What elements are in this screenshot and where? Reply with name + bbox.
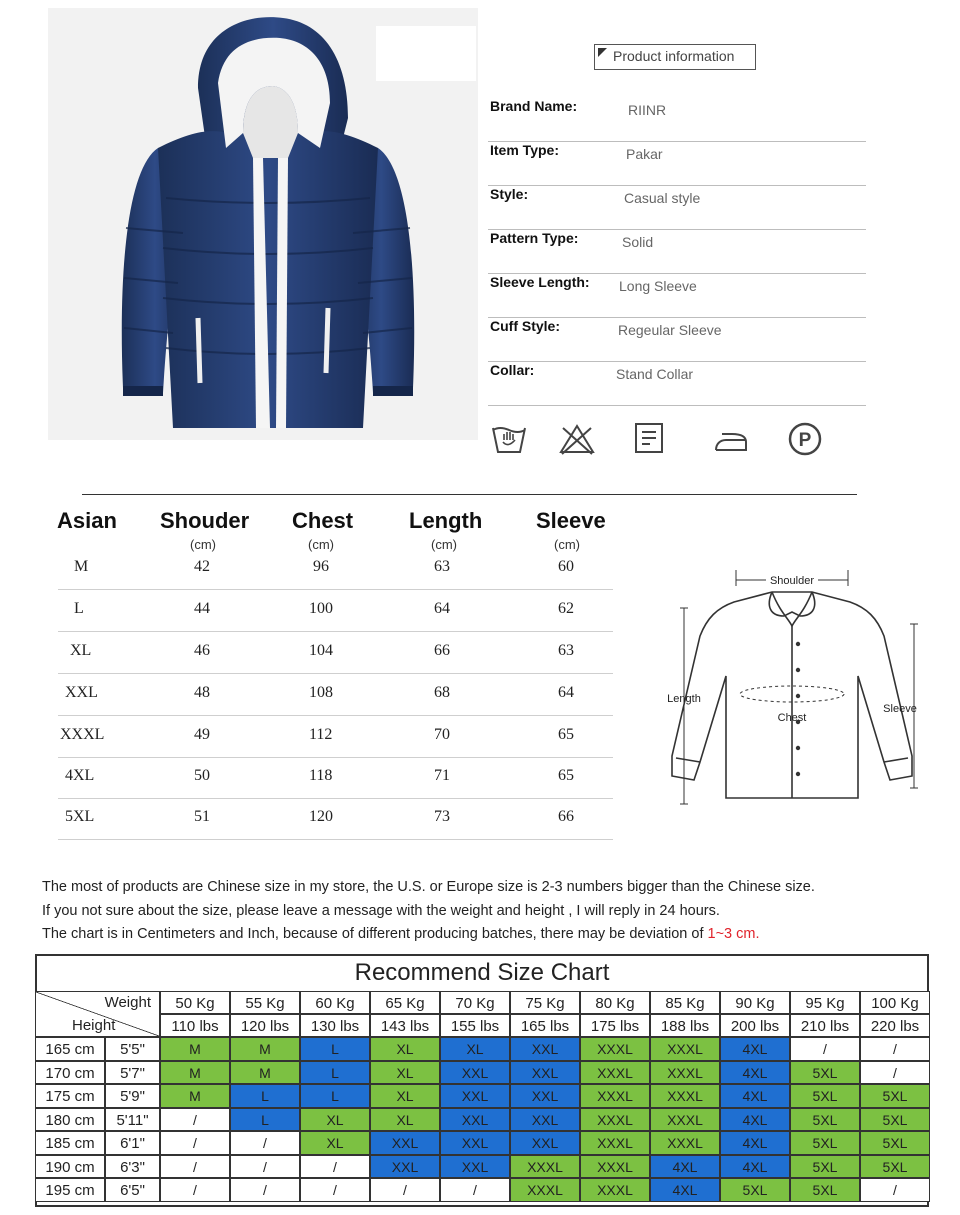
note-line-3-text: The chart is in Centimeters and Inch, because of different producing batches, there may be deviation of: [42, 926, 708, 942]
info-row-brand: [488, 98, 866, 142]
size-cell: L: [230, 1084, 300, 1108]
weight-kg-header: 85 Kg: [650, 991, 720, 1014]
shoulder-cell: 44: [194, 600, 210, 617]
chest-cell: 96: [313, 558, 329, 575]
info-value: Solid: [622, 234, 654, 250]
height-ft-cell: 6'1": [105, 1131, 160, 1155]
unit-label: (cm): [554, 537, 580, 552]
size-cell: M: [74, 558, 89, 575]
size-cell: /: [370, 1178, 440, 1202]
size-cell: XXL: [370, 1155, 440, 1179]
length-cell: 73: [434, 808, 450, 825]
size-cell: /: [440, 1178, 510, 1202]
chest-cell: 100: [309, 600, 333, 617]
shoulder-label: Shoulder: [769, 575, 815, 587]
size-cell: XXXL: [580, 1131, 650, 1155]
size-cell: 4XL: [720, 1131, 790, 1155]
size-cell: /: [160, 1131, 230, 1155]
weight-lbs-header: 210 lbs: [790, 1014, 860, 1037]
shoulder-cell: 42: [194, 558, 210, 575]
size-cell: XL: [370, 1037, 440, 1061]
chest-label: Chest: [777, 712, 807, 724]
section-divider: [82, 494, 857, 495]
size-cell: 4XL: [720, 1084, 790, 1108]
size-cell: /: [160, 1108, 230, 1132]
size-cell: /: [300, 1178, 370, 1202]
size-cell: /: [230, 1178, 300, 1202]
weight-lbs-header: 120 lbs: [230, 1014, 300, 1037]
size-cell: XL: [440, 1037, 510, 1061]
weight-kg-header: 70 Kg: [440, 991, 510, 1014]
size-cell: M: [160, 1084, 230, 1108]
size-cell: XXXL: [580, 1061, 650, 1085]
info-row-style: [488, 186, 866, 230]
size-cell: XXL: [370, 1131, 440, 1155]
length-cell: 66: [434, 642, 450, 659]
size-cell: 4XL: [650, 1178, 720, 1202]
info-value: Stand Collar: [616, 366, 694, 382]
size-cell: 5XL: [790, 1084, 860, 1108]
size-cell: XL: [370, 1061, 440, 1085]
shoulder-cell: 51: [194, 808, 210, 825]
chest-cell: 120: [309, 808, 333, 825]
header-length: Length: [409, 508, 483, 533]
height-cm-cell: 180 cm: [35, 1108, 105, 1132]
header-sleeve: Sleeve: [536, 508, 606, 533]
shoulder-cell: 49: [194, 726, 210, 743]
sleeve-cell: 64: [558, 684, 574, 701]
shoulder-cell: 50: [194, 767, 210, 784]
size-cell: XXXL: [60, 726, 105, 743]
size-cell: 5XL: [860, 1131, 930, 1155]
weight-lbs-header: 220 lbs: [860, 1014, 930, 1037]
size-cell: XXXL: [650, 1084, 720, 1108]
size-cell: M: [160, 1061, 230, 1085]
shoulder-cell: 48: [194, 684, 210, 701]
info-label: Collar:: [490, 362, 535, 378]
length-label: Length: [667, 693, 701, 705]
size-cell: XXL: [510, 1037, 580, 1061]
size-cell: XL: [70, 642, 92, 659]
weight-lbs-header: 200 lbs: [720, 1014, 790, 1037]
size-cell: 4XL: [720, 1061, 790, 1085]
height-ft-cell: 5'9": [105, 1084, 160, 1108]
sleeve-label: Sleeve: [883, 703, 917, 715]
size-cell: 5XL: [790, 1131, 860, 1155]
info-value: Pakar: [626, 146, 663, 162]
iron-icon: [712, 420, 750, 458]
info-value: Casual style: [624, 190, 701, 206]
length-cell: 68: [434, 684, 450, 701]
weight-kg-header: 55 Kg: [230, 991, 300, 1014]
weight-kg-header: 60 Kg: [300, 991, 370, 1014]
size-cell: L: [300, 1037, 370, 1061]
weight-lbs-header: 143 lbs: [370, 1014, 440, 1037]
size-cell: XXL: [440, 1155, 510, 1179]
info-row-item-type: [488, 142, 866, 186]
measurement-row: [58, 757, 613, 799]
sleeve-cell: 66: [558, 808, 574, 825]
shirt-measurement-diagram: [662, 566, 924, 810]
size-cell: /: [230, 1131, 300, 1155]
size-cell: 4XL: [720, 1155, 790, 1179]
info-row-cuff-style: [488, 318, 866, 362]
size-cell: XXL: [510, 1061, 580, 1085]
size-cell: XXXL: [580, 1084, 650, 1108]
size-cell: XXXL: [650, 1131, 720, 1155]
size-cell: XL: [300, 1108, 370, 1132]
header-chest: Chest: [292, 508, 354, 533]
size-cell: XXL: [65, 684, 98, 701]
size-cell: XXXL: [650, 1061, 720, 1085]
tumble-dry-icon: [632, 420, 670, 458]
size-cell: /: [860, 1061, 930, 1085]
size-cell: /: [860, 1037, 930, 1061]
height-cm-cell: 175 cm: [35, 1084, 105, 1108]
size-cell: XXL: [440, 1108, 510, 1132]
info-value: RIINR: [628, 102, 667, 118]
size-cell: 5XL: [860, 1084, 930, 1108]
weight-lbs-header: 130 lbs: [300, 1014, 370, 1037]
unit-label: (cm): [190, 537, 216, 552]
height-cm-cell: 170 cm: [35, 1061, 105, 1085]
size-cell: M: [230, 1061, 300, 1085]
note-line-1: The most of products are Chinese size in my store, the U.S. or Europe size is 2-3 numbers bigger than the Chinese size.: [42, 879, 815, 895]
size-cell: 5XL: [790, 1061, 860, 1085]
length-cell: 71: [434, 767, 450, 784]
size-cell: XXL: [510, 1131, 580, 1155]
info-row-collar: [488, 362, 866, 406]
length-cell: 70: [434, 726, 450, 743]
sleeve-cell: 63: [558, 642, 574, 659]
weight-kg-header: 75 Kg: [510, 991, 580, 1014]
weight-lbs-header: 188 lbs: [650, 1014, 720, 1037]
weight-kg-header: 80 Kg: [580, 991, 650, 1014]
size-cell: 5XL: [790, 1178, 860, 1202]
dry-clean-p-icon: [786, 420, 824, 458]
info-label: Item Type:: [490, 142, 559, 158]
size-cell: 5XL: [860, 1155, 930, 1179]
length-cell: 64: [434, 600, 450, 617]
sleeve-cell: 65: [558, 726, 574, 743]
weight-lbs-header: 110 lbs: [160, 1014, 230, 1037]
size-cell: XXXL: [580, 1155, 650, 1179]
measurement-row: [58, 674, 613, 716]
size-cell: XL: [370, 1108, 440, 1132]
header-shoulder: Shouder: [160, 508, 250, 533]
info-row-pattern: [488, 230, 866, 274]
size-cell: L: [230, 1108, 300, 1132]
size-cell: XXL: [510, 1108, 580, 1132]
size-cell: XXXL: [650, 1037, 720, 1061]
product-information-label: Product information: [613, 48, 735, 64]
info-row-sleeve-length: [488, 274, 866, 318]
size-cell: L: [74, 600, 84, 617]
size-cell: XXL: [440, 1061, 510, 1085]
size-cell: XXXL: [510, 1178, 580, 1202]
sleeve-cell: 65: [558, 767, 574, 784]
height-cm-cell: 195 cm: [35, 1178, 105, 1202]
size-cell: XXL: [440, 1131, 510, 1155]
size-cell: XXXL: [510, 1155, 580, 1179]
product-photo: [48, 8, 478, 440]
info-value: Regeular Sleeve: [618, 322, 722, 338]
height-cm-cell: 190 cm: [35, 1155, 105, 1179]
size-cell: XXXL: [580, 1108, 650, 1132]
height-ft-cell: 5'11": [105, 1108, 160, 1132]
size-cell: XXL: [440, 1084, 510, 1108]
size-cell: /: [790, 1037, 860, 1061]
size-cell: 4XL: [65, 767, 95, 784]
height-cm-cell: 185 cm: [35, 1131, 105, 1155]
size-cell: XL: [370, 1084, 440, 1108]
sleeve-cell: 60: [558, 558, 574, 575]
hand-wash-icon: [490, 420, 528, 458]
height-ft-cell: 6'3": [105, 1155, 160, 1179]
size-cell: XXXL: [580, 1178, 650, 1202]
jacket-illustration: [48, 8, 478, 440]
measurement-row: [58, 798, 613, 840]
height-ft-cell: 5'5": [105, 1037, 160, 1061]
size-cell: XXL: [510, 1084, 580, 1108]
size-cell: XL: [300, 1131, 370, 1155]
size-cell: 5XL: [860, 1108, 930, 1132]
unit-label: (cm): [431, 537, 457, 552]
chest-cell: 112: [309, 726, 333, 743]
info-value: Long Sleeve: [619, 278, 697, 294]
size-cell: 5XL: [65, 808, 95, 825]
measurement-row: [58, 716, 613, 758]
weight-lbs-header: 165 lbs: [510, 1014, 580, 1037]
no-bleach-icon: [558, 420, 596, 458]
info-label: Brand Name:: [490, 98, 578, 114]
corner-marker-icon: [598, 48, 607, 57]
weight-lbs-header: 155 lbs: [440, 1014, 510, 1037]
info-label: Cuff Style:: [490, 318, 560, 334]
size-cell: /: [860, 1178, 930, 1202]
size-chart-title: Recommend Size Chart: [354, 959, 610, 986]
info-label: Sleeve Length:: [490, 274, 590, 290]
size-cell: 5XL: [790, 1155, 860, 1179]
size-cell: XXXL: [580, 1037, 650, 1061]
weight-lbs-header: 175 lbs: [580, 1014, 650, 1037]
chest-cell: 104: [309, 642, 333, 659]
height-cm-cell: 165 cm: [35, 1037, 105, 1061]
chest-cell: 108: [309, 684, 333, 701]
weight-kg-header: 95 Kg: [790, 991, 860, 1014]
size-cell: L: [300, 1084, 370, 1108]
height-ft-cell: 6'5": [105, 1178, 160, 1202]
chest-cell: 118: [309, 767, 333, 784]
measurement-row: [58, 548, 613, 590]
height-label: Height: [72, 1017, 116, 1034]
size-cell: /: [160, 1178, 230, 1202]
product-information-title: [594, 44, 756, 70]
shoulder-cell: 46: [194, 642, 210, 659]
size-cell: XXXL: [650, 1108, 720, 1132]
weight-kg-header: 90 Kg: [720, 991, 790, 1014]
length-cell: 63: [434, 558, 450, 575]
size-cell: 5XL: [720, 1178, 790, 1202]
weight-height-corner: [35, 991, 160, 1037]
info-label: Style:: [490, 186, 529, 202]
size-cell: /: [160, 1155, 230, 1179]
note-line-3: [42, 926, 760, 942]
size-cell: /: [300, 1155, 370, 1179]
note-line-2: If you not sure about the size, please leave a message with the weight and height , I will reply in 24 hours.: [42, 903, 720, 919]
size-cell: M: [230, 1037, 300, 1061]
weight-kg-header: 65 Kg: [370, 991, 440, 1014]
unit-label: (cm): [308, 537, 334, 552]
weight-kg-header: 100 Kg: [860, 991, 930, 1014]
size-cell: /: [230, 1155, 300, 1179]
weight-label: Weight: [104, 994, 151, 1011]
deviation-highlight: 1~3 cm.: [707, 926, 760, 942]
size-cell: 5XL: [790, 1108, 860, 1132]
measurement-row: [58, 590, 613, 632]
svg-text:P: P: [798, 430, 812, 451]
height-ft-cell: 5'7": [105, 1061, 160, 1085]
info-label: Pattern Type:: [490, 230, 579, 246]
weight-kg-header: 50 Kg: [160, 991, 230, 1014]
size-cell: 4XL: [720, 1037, 790, 1061]
size-cell: 4XL: [720, 1108, 790, 1132]
size-cell: L: [300, 1061, 370, 1085]
sleeve-cell: 62: [558, 600, 574, 617]
measurement-row: [58, 632, 613, 674]
size-cell: 4XL: [650, 1155, 720, 1179]
header-asian: Asian: [57, 508, 117, 533]
size-cell: M: [160, 1037, 230, 1061]
